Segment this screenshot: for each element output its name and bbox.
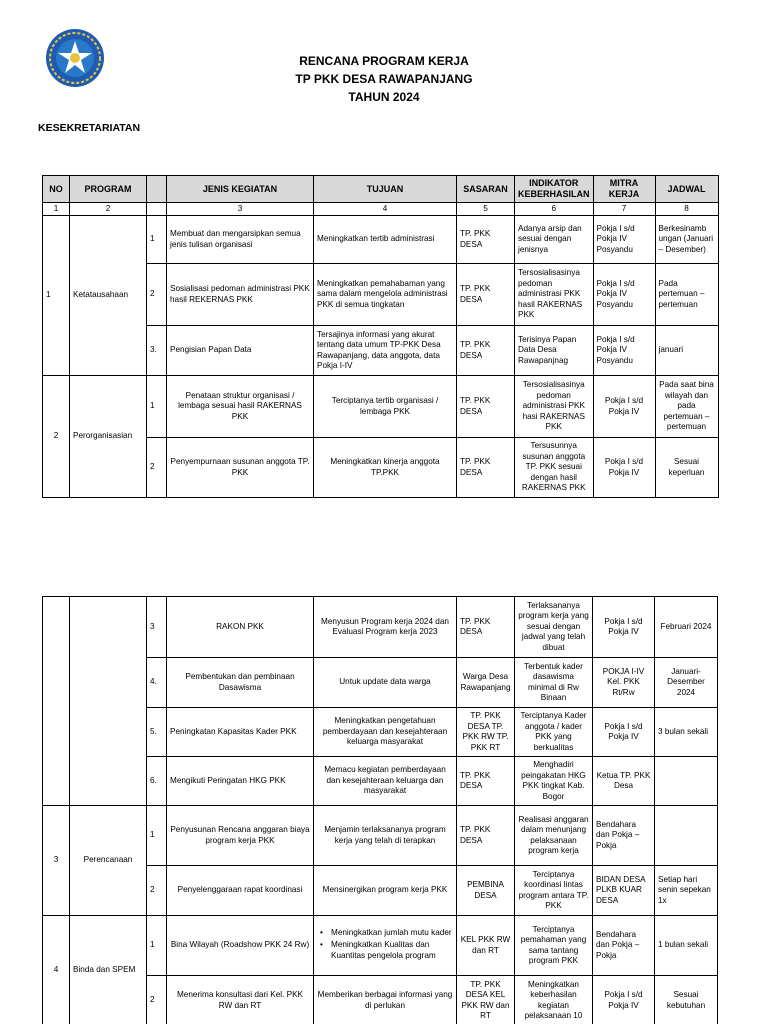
activity-tujuan (314, 916, 457, 976)
col-number: 3 (167, 203, 314, 216)
activity-indikator: Tersosialisasinya pedoman administrasi PKK hasil RAKERNAS PKK (515, 264, 594, 326)
col-number: 2 (70, 203, 147, 216)
activity-jadwal: 3 bulan sekali (655, 708, 718, 757)
col-number: 5 (457, 203, 515, 216)
activity-sasaran: TP. PKK DESA (457, 806, 515, 866)
col-tujuan: TUJUAN (314, 176, 457, 203)
activity-mitra: Pokja I s/d Pokja IV (593, 438, 655, 498)
activity-mitra: Pokja I s/d Pokja IV Posyandu (593, 326, 655, 376)
col-blank (147, 176, 167, 203)
activity-jadwal: 1 bulan sekali (655, 916, 718, 976)
activity-indikator: Menghadiri peingakatan HKG PKK tingkat Kab. Bogor (515, 757, 593, 806)
activity-jenis: Sosialisasi pedoman administrasi PKK hasil REKERNAS PKK (167, 264, 314, 326)
activity-jadwal: Januari- Desember 2024 (655, 658, 718, 708)
col-indikator: INDIKATOR KEBERHASILAN (515, 176, 594, 203)
program-no-empty (43, 597, 70, 806)
activity-num: 1 (147, 216, 167, 264)
activity-num: 5. (147, 708, 167, 757)
activity-jenis: Pengisian Papan Data (167, 326, 314, 376)
activity-num: 2 (147, 438, 167, 498)
activity-mitra: Pokja I s/d Pokja IV Posyandu (593, 264, 655, 326)
program-name: Perorganisasian (70, 376, 147, 498)
activity-mitra: Bendahara dan Pokja – Pokja (593, 916, 655, 976)
col-program: PROGRAM (70, 176, 147, 203)
col-number: 7 (593, 203, 655, 216)
table-row (43, 376, 719, 438)
activity-tujuan: Meningkatkan kinerja anggota TP.PKK (314, 438, 457, 498)
activity-indikator: Terciptanya koordinasi lintas program antara TP. PKK (515, 866, 593, 916)
activity-tujuan: Untuk update data warga (314, 658, 457, 708)
activity-mitra: Bendahara dan Pokja – Pokja (593, 806, 655, 866)
document-title (0, 52, 768, 106)
program-no: 4 (43, 916, 70, 1024)
col-no: NO (43, 176, 70, 203)
tujuan-bullet-list (317, 928, 453, 962)
activity-mitra: Pokja I s/d Pokja IV (593, 597, 655, 658)
table-row (43, 916, 718, 976)
activity-jadwal: Sesuai keperluan (655, 438, 718, 498)
program-no: 3 (43, 806, 70, 916)
activity-tujuan: Meningkatkan pengetahuan pemberdayaan dan kesejahteraan keluarga masyarakat (314, 708, 457, 757)
activity-tujuan: Memacu kegiatan pemberdayaan dan kesejahteraan keluarga dan masyarakat (314, 757, 457, 806)
activity-sasaran: PEMBINA DESA (457, 866, 515, 916)
tujuan-bullet-item: • Meningkatkan Kualitas dan Kuantitas pengelola program (317, 940, 453, 961)
activity-tujuan: Meningkatkan pemahabaman yang sama dalam mengelola administrasi PKK di semua tingkatan (314, 264, 457, 326)
col-number-blank (147, 203, 167, 216)
activity-indikator: Terciptanya Kader anggota / kader PKK yang berkualitas (515, 708, 593, 757)
activity-sasaran: TP. PKK DESA (457, 757, 515, 806)
header-row (43, 176, 719, 203)
title-line-1: RENCANA PROGRAM KERJA (299, 54, 469, 68)
activity-mitra: Pokja I s/d Pokja IV (593, 976, 655, 1024)
activity-jenis: Mengikuti Peringatan HKG PKK (167, 757, 314, 806)
activity-num: 1 (147, 916, 167, 976)
activity-sasaran: TP. PKK DESA TP. PKK RW TP. PKK RT (457, 708, 515, 757)
activity-jadwal: januari (655, 326, 718, 376)
title-line-2: TP PKK DESA RAWAPANJANG (295, 72, 473, 86)
table-row (43, 806, 718, 866)
activity-num: 4. (147, 658, 167, 708)
activity-mitra: Ketua TP. PKK Desa (593, 757, 655, 806)
activity-indikator: Adanya arsip dan sesuai dengan jenisnya (515, 216, 594, 264)
activity-sasaran: TP. PKK DESA (457, 264, 515, 326)
activity-sasaran: Warga Desa Rawapanjang (457, 658, 515, 708)
title-line-3: TAHUN 2024 (348, 90, 420, 104)
activity-jenis: Penyelenggaraan rapat koordinasi (167, 866, 314, 916)
activity-indikator: Terbentuk kader dasawisma minimal di Rw Binaan (515, 658, 593, 708)
col-number: 8 (655, 203, 718, 216)
activity-jadwal: Pada saat bina wilayah dan pada pertemuan – pertemuan (655, 376, 718, 438)
activity-jadwal (655, 757, 718, 806)
activity-jadwal: Setiap hari senin sepekan 1x (655, 866, 718, 916)
activity-num: 2 (147, 976, 167, 1024)
activity-indikator: Realisasi anggaran dalam menunjang pelaksanaan program kerja (515, 806, 593, 866)
program-no: 2 (43, 376, 70, 498)
activity-indikator: Terlaksananya program kerja yang sesuai dengan jadwal yang telah dibuat (515, 597, 593, 658)
activity-num: 3 (147, 597, 167, 658)
activity-tujuan: Meningkatkan tertib administrasi (314, 216, 457, 264)
tujuan-bullet-item: • Meningkatkan jumlah mutu kader (317, 928, 453, 939)
activity-sasaran: TP. PKK DESA (457, 438, 515, 498)
activity-mitra: Pokja I s/d Pokja IV Posyandu (593, 216, 655, 264)
activity-jadwal: Berkesinamb ungan (Januari – Desember) (655, 216, 718, 264)
activity-tujuan: Menjamin terlaksananya program kerja yang telah di terapkan (314, 806, 457, 866)
activity-mitra: Pokja I s/d Pokja IV (593, 708, 655, 757)
activity-indikator: Terciptanya pemahaman yang sama tantang program PKK (515, 916, 593, 976)
activity-sasaran: TP. PKK DESA (457, 376, 515, 438)
program-name: Perencanaan (70, 806, 147, 916)
col-mitra: MITRA KERJA (593, 176, 655, 203)
activity-jadwal (655, 806, 718, 866)
activity-indikator: Tersosialisasinya pedoman administrasi PKK hasi RAKERNAS PKK (515, 376, 594, 438)
program-name-empty (70, 597, 147, 806)
activity-jenis: Peningkatan Kapasitas Kader PKK (167, 708, 314, 757)
activity-jadwal: Pada pertemuan – pertemuan (655, 264, 718, 326)
section-label: KESEKRETARIATAN (38, 122, 141, 134)
program-table-page-2 (42, 596, 718, 1024)
activity-jenis: Pembentukan dan pembinaan Dasawisma (167, 658, 314, 708)
activity-num: 2 (147, 264, 167, 326)
activity-jadwal: Sesuai kebutuhan (655, 976, 718, 1024)
col-number: 4 (314, 203, 457, 216)
activity-sasaran: TP. PKK DESA (457, 216, 515, 264)
activity-indikator: Meningkatkan keberhasilan kegiatan pelaksanaan 10 (515, 976, 593, 1024)
activity-mitra: Pokja I s/d Pokja IV (593, 376, 655, 438)
activity-num: 2 (147, 866, 167, 916)
program-table-page-1 (42, 175, 719, 498)
activity-num: 1 (147, 806, 167, 866)
activity-mitra: BIDAN DESA PLKB KUAR DESA (593, 866, 655, 916)
activity-mitra: POKJA I-IV Kel. PKK Rt/Rw (593, 658, 655, 708)
activity-jenis: RAKON PKK (167, 597, 314, 658)
table-row (43, 216, 719, 264)
activity-jadwal: Februari 2024 (655, 597, 718, 658)
activity-jenis: Penyusunan Rencana anggaran biaya program kerja PKK (167, 806, 314, 866)
activity-tujuan: Tersajinya informasi yang akurat tentang data umum TP-PKK Desa Rawapanjang, data anggota, data Pokja I-IV (314, 326, 457, 376)
activity-jenis: Bina Wilayah (Roadshow PKK 24 Rw) (167, 916, 314, 976)
col-jadwal: JADWAL (655, 176, 718, 203)
activity-sasaran: KEL PKK RW dan RT (457, 916, 515, 976)
program-name: Binda dan SPEM (70, 916, 147, 1024)
col-number: 1 (43, 203, 70, 216)
activity-num: 3. (147, 326, 167, 376)
activity-indikator: Terisinya Papan Data Desa Rawapanjnag (515, 326, 594, 376)
activity-tujuan: Menyusun Program kerja 2024 dan Evaluasi Program kerja 2023 (314, 597, 457, 658)
program-no: 1 (43, 216, 70, 376)
activity-sasaran: TP. PKK DESA (457, 326, 515, 376)
program-name: Ketatausahaan (70, 216, 147, 376)
col-sasaran: SASARAN (457, 176, 515, 203)
table-row (43, 597, 718, 658)
col-jenis: JENIS KEGIATAN (167, 176, 314, 203)
activity-tujuan: Mensinergikan program kerja PKK (314, 866, 457, 916)
activity-num: 1 (147, 376, 167, 438)
activity-indikator: Tersusunnya susunan anggota TP. PKK sesuai dengan hasil RAKERNAS PKK (515, 438, 594, 498)
col-number: 6 (515, 203, 594, 216)
activity-jenis: Penataan struktur organisasi / lembaga sesuai hasil RAKERNAS PKK (167, 376, 314, 438)
column-number-row (43, 203, 719, 216)
activity-jenis: Membuat dan mengarsipkan semua jenis tulisan organisasi (167, 216, 314, 264)
activity-sasaran: TP. PKK DESA KEL PKK RW dan RT (457, 976, 515, 1024)
activity-tujuan: Memberikan berbagai informasi yang di perlukan (314, 976, 457, 1024)
activity-jenis: Menerima konsultasi dari Kel. PKK RW dan RT (167, 976, 314, 1024)
activity-jenis: Penyempurnaan susunan anggota TP. PKK (167, 438, 314, 498)
activity-tujuan: Terciptanya tertib organisasi / lembaga PKK (314, 376, 457, 438)
activity-sasaran: TP. PKK DESA (457, 597, 515, 658)
activity-num: 6. (147, 757, 167, 806)
